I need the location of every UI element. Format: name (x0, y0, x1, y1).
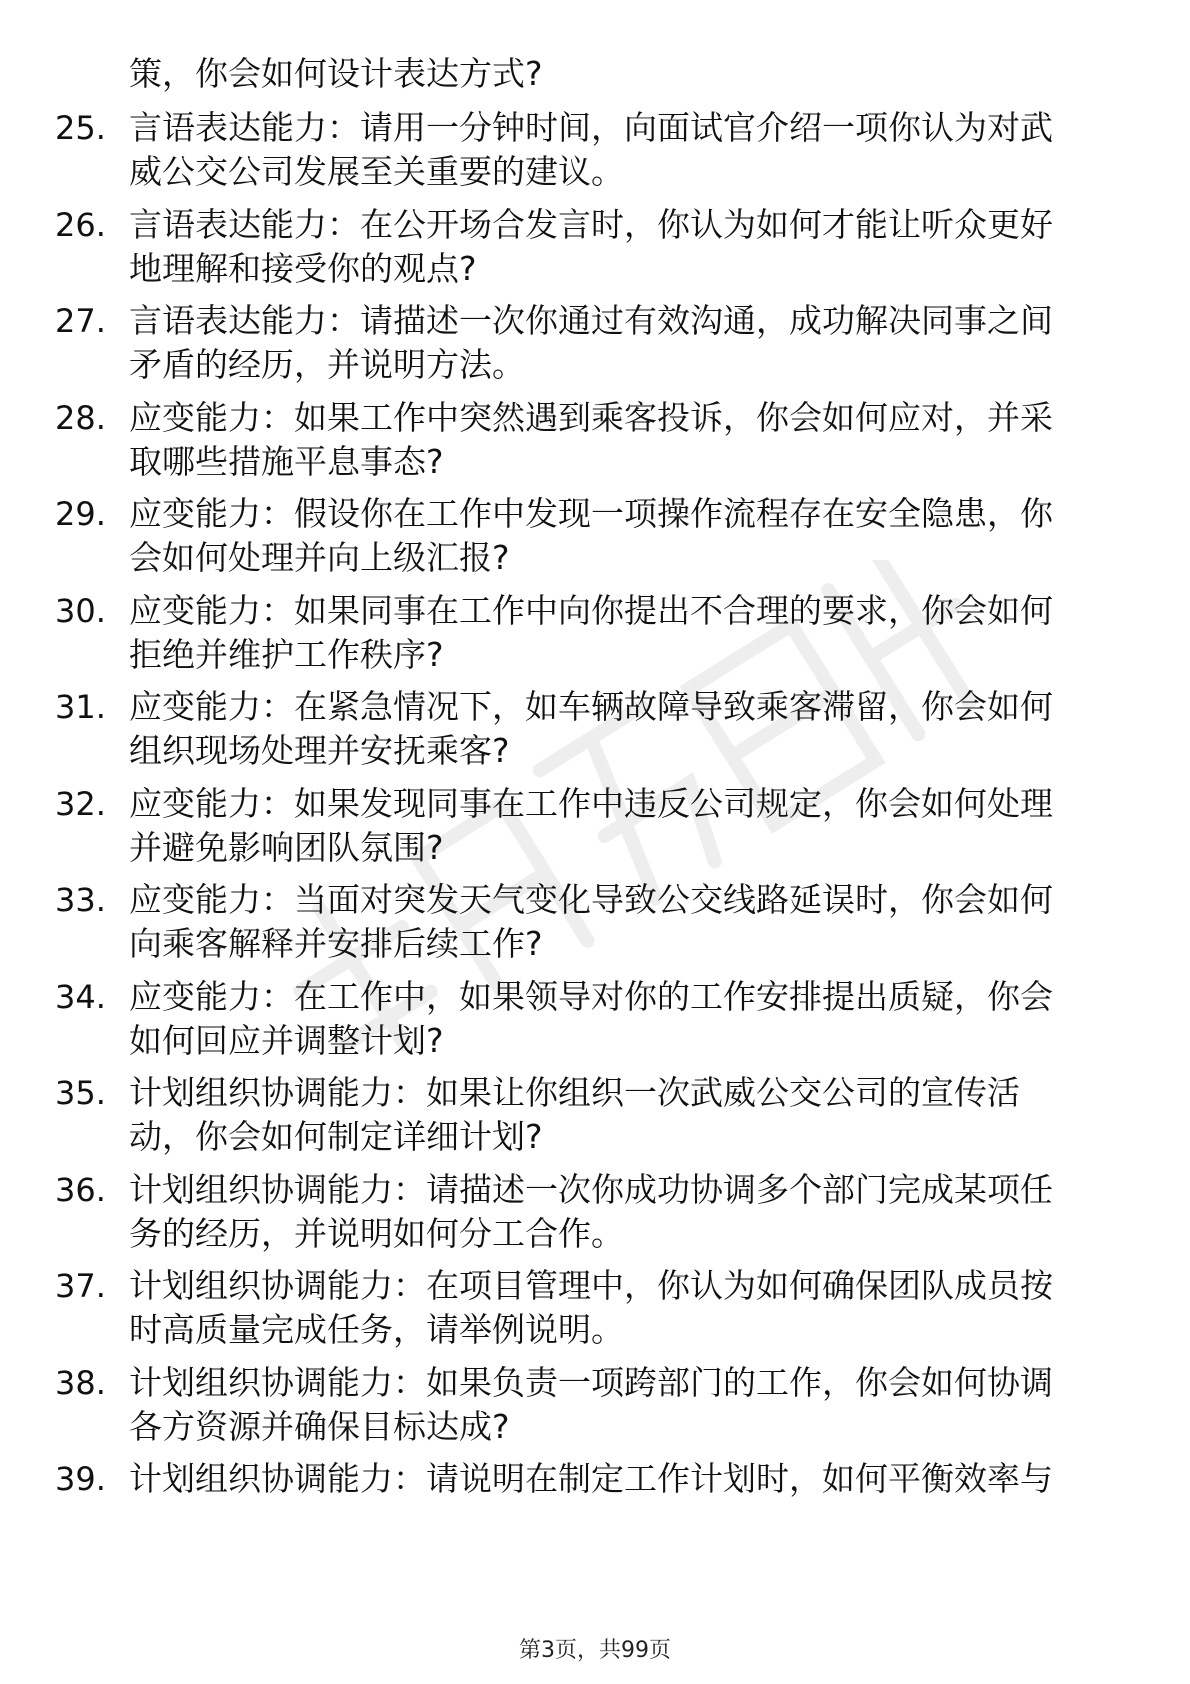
question-text (129, 1264, 1129, 1352)
question-number: 38. (55, 1364, 106, 1402)
page-footer: 第3页，共99页 (519, 1638, 671, 1663)
question-line: 动，你会如何制定详细计划? (129, 1117, 543, 1156)
question-text (129, 782, 1129, 870)
question-line: 应变能力：在工作中，如果领导对你的工作安排提出质疑，你会 (129, 977, 1053, 1016)
question-line: 言语表达能力：在公开场合发言时，你认为如何才能让听众更好 (129, 205, 1053, 244)
carryover-text: 策，你会如何设计表达方式? (129, 54, 543, 93)
question-line: 各方资源并确保目标达成? (129, 1407, 510, 1446)
question-item (0, 878, 1190, 968)
question-number: 37. (55, 1267, 106, 1305)
question-text (129, 589, 1129, 677)
question-line: 言语表达能力：请描述一次你通过有效沟通，成功解决同事之间 (129, 301, 1053, 340)
question-number: 29. (55, 495, 106, 533)
question-line: 会如何处理并向上级汇报? (129, 538, 510, 577)
question-text (129, 203, 1129, 291)
question-line: 如何回应并调整计划? (129, 1021, 444, 1060)
question-item (0, 975, 1190, 1065)
question-item (0, 396, 1190, 486)
question-line: 应变能力：如果工作中突然遇到乘客投诉，你会如何应对，并采 (129, 398, 1053, 437)
question-number: 28. (55, 399, 106, 437)
question-line: 并避免影响团队氛围? (129, 828, 444, 867)
question-line: 威公交公司发展至关重要的建议。 (129, 152, 624, 191)
question-item (0, 1361, 1190, 1451)
question-line: 地理解和接受你的观点? (129, 249, 477, 288)
question-text (129, 1168, 1129, 1256)
question-line: 言语表达能力：请用一分钟时间，向面试官介绍一项你认为对武 (129, 108, 1053, 147)
question-line: 计划组织协调能力：请说明在制定工作计划时，如何平衡效率与 (129, 1459, 1053, 1498)
question-item (0, 1457, 1190, 1547)
question-line: 矛盾的经历，并说明方法。 (129, 345, 525, 384)
question-number: 25. (55, 109, 106, 147)
question-item (0, 1168, 1190, 1258)
question-item (0, 106, 1190, 196)
question-number: 31. (55, 688, 106, 726)
question-text (129, 1071, 1129, 1159)
question-item (0, 782, 1190, 872)
question-number: 36. (55, 1171, 106, 1209)
question-line: 务的经历，并说明如何分工合作。 (129, 1214, 624, 1253)
question-line: 计划组织协调能力：如果负责一项跨部门的工作，你会如何协调 (129, 1363, 1053, 1402)
question-item (0, 685, 1190, 775)
question-text (129, 975, 1129, 1063)
question-number: 35. (55, 1074, 106, 1112)
question-line: 向乘客解释并安排后续工作? (129, 924, 543, 963)
question-line: 时高质量完成任务，请举例说明。 (129, 1310, 624, 1349)
question-line: 应变能力：如果同事在工作中向你提出不合理的要求，你会如何 (129, 591, 1053, 630)
question-item (0, 1071, 1190, 1161)
question-line: 计划组织协调能力：在项目管理中，你认为如何确保团队成员按 (129, 1266, 1053, 1305)
question-item (0, 492, 1190, 582)
question-number: 26. (55, 206, 106, 244)
question-number: 32. (55, 785, 106, 823)
question-line: 应变能力：假设你在工作中发现一项操作流程存在安全隐患，你 (129, 494, 1053, 533)
question-text (129, 878, 1129, 966)
question-number: 30. (55, 592, 106, 630)
question-line: 计划组织协调能力：如果让你组织一次武威公交公司的宣传活 (129, 1073, 1020, 1112)
question-line: 组织现场处理并安抚乘客? (129, 731, 510, 770)
question-text (129, 1457, 1129, 1501)
question-line: 计划组织协调能力：请描述一次你成功协调多个部门完成某项任 (129, 1170, 1053, 1209)
question-text (129, 396, 1129, 484)
question-number: 34. (55, 978, 106, 1016)
question-item (0, 589, 1190, 679)
question-line: 应变能力：在紧急情况下，如车辆故障导致乘客滞留，你会如何 (129, 687, 1053, 726)
question-number: 27. (55, 302, 106, 340)
question-text (129, 106, 1129, 194)
question-item (0, 299, 1190, 389)
question-line: 拒绝并维护工作秩序? (129, 635, 444, 674)
question-text (129, 299, 1129, 387)
question-text (129, 685, 1129, 773)
question-number: 39. (55, 1460, 106, 1498)
question-text (129, 1361, 1129, 1449)
question-line: 应变能力：如果发现同事在工作中违反公司规定，你会如何处理 (129, 784, 1053, 823)
question-item (0, 1264, 1190, 1354)
question-line: 取哪些措施平息事态? (129, 442, 444, 481)
question-line: 应变能力：当面对突发天气变化导致公交线路延误时，你会如何 (129, 880, 1053, 919)
question-item (0, 203, 1190, 293)
question-text (129, 492, 1129, 580)
question-number: 33. (55, 881, 106, 919)
